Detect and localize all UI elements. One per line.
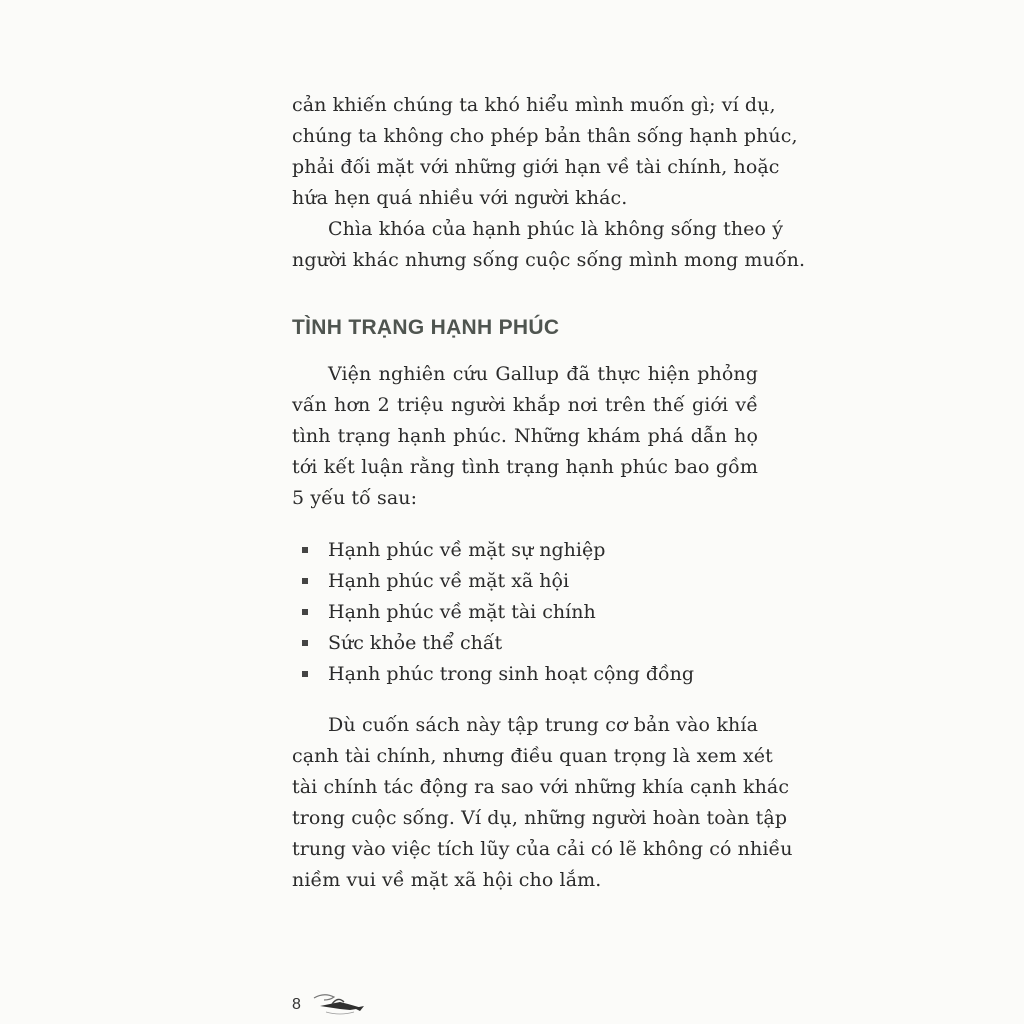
page-number: 8: [292, 996, 301, 1013]
gallup-line-5: 5 yếu tố sau:: [292, 487, 418, 509]
square-bullet-icon: [302, 671, 308, 677]
list-item-label: Hạnh phúc về mặt tài chính: [328, 601, 596, 623]
list-item: [302, 566, 694, 597]
intro-line-4: hứa hẹn quá nhiều với người khác.: [292, 187, 628, 209]
bird-ornament-icon: [310, 990, 370, 1020]
page-footer: [292, 990, 412, 1020]
square-bullet-icon: [302, 578, 308, 584]
list-item: [302, 535, 694, 566]
square-bullet-icon: [302, 609, 308, 615]
closing-line-5: trung vào việc tích lũy của cải có lẽ không có nhiều: [292, 838, 793, 860]
gallup-paragraph: [292, 359, 772, 514]
gallup-line-4: tới kết luận rằng tình trạng hạnh phúc bao gồm: [292, 456, 758, 478]
happiness-factors-list: [302, 535, 694, 690]
closing-line-2: cạnh tài chính, nhưng điều quan trọng là xem xét: [292, 745, 773, 767]
closing-line-3: tài chính tác động ra sao với những khía cạnh khác: [292, 776, 790, 798]
intro-paragraphs: [292, 90, 806, 276]
closing-line-1: Dù cuốn sách này tập trung cơ bản vào khía: [328, 714, 758, 736]
list-item: [302, 628, 694, 659]
square-bullet-icon: [302, 547, 308, 553]
gallup-line-2: vấn hơn 2 triệu người khắp nơi trên thế giới về: [292, 394, 758, 416]
square-bullet-icon: [302, 640, 308, 646]
gallup-line-3: tình trạng hạnh phúc. Những khám phá dẫn họ: [292, 425, 758, 447]
list-item-label: Hạnh phúc trong sinh hoạt cộng đồng: [328, 663, 695, 685]
intro-line-2: chúng ta không cho phép bản thân sống hạnh phúc,: [292, 125, 798, 147]
list-item-label: Hạnh phúc về mặt sự nghiệp: [328, 539, 606, 561]
intro-line-1: cản khiến chúng ta khó hiểu mình muốn gì; ví dụ,: [292, 94, 776, 116]
intro-line-5: Chìa khóa của hạnh phúc là không sống theo ý: [328, 218, 784, 240]
list-item-label: Hạnh phúc về mặt xã hội: [328, 570, 570, 592]
closing-line-6: niềm vui về mặt xã hội cho lắm.: [292, 869, 602, 891]
list-item: [302, 597, 694, 628]
section-heading: TÌNH TRẠNG HẠNH PHÚC: [292, 316, 560, 339]
list-item: [302, 659, 694, 690]
list-item-label: Sức khỏe thể chất: [328, 632, 503, 654]
intro-line-3: phải đối mặt với những giới hạn về tài chính, hoặc: [292, 156, 780, 178]
gallup-line-1: Viện nghiên cứu Gallup đã thực hiện phỏng: [328, 363, 758, 385]
closing-line-4: trong cuộc sống. Ví dụ, những người hoàn toàn tập: [292, 807, 788, 829]
closing-paragraph: [292, 710, 793, 896]
intro-line-6: người khác nhưng sống cuộc sống mình mong muốn.: [292, 249, 806, 271]
